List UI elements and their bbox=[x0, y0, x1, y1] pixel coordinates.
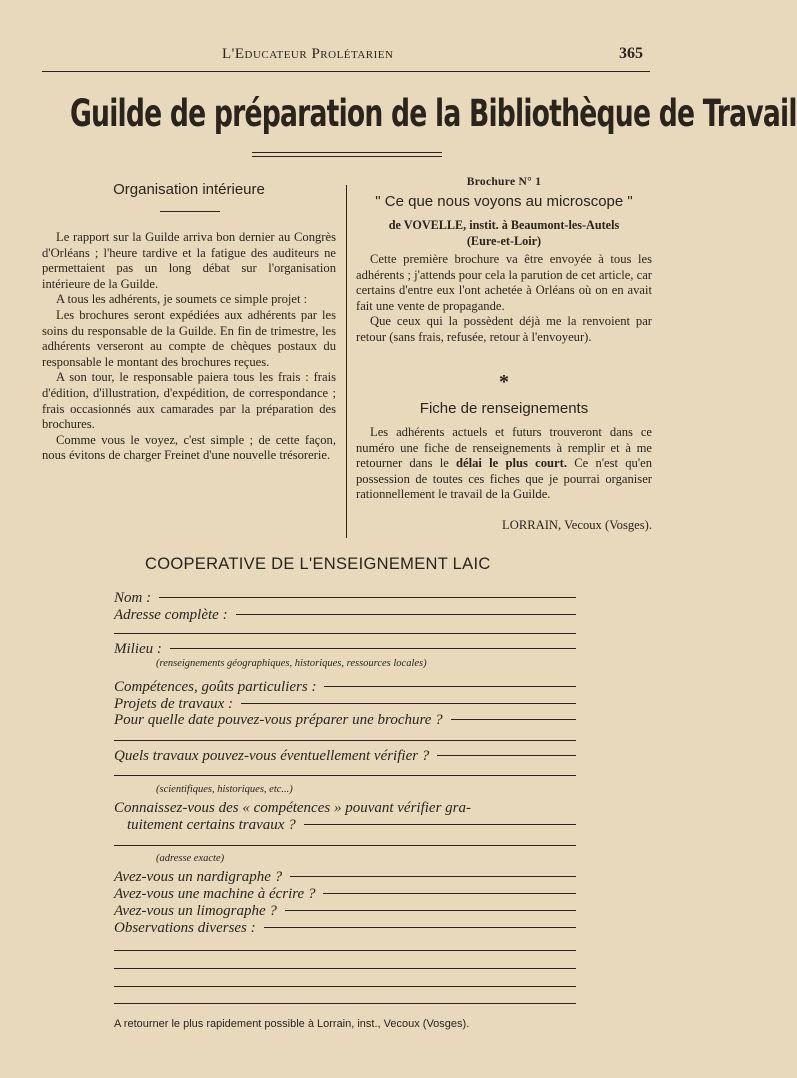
nom-label: Nom : bbox=[114, 590, 152, 606]
observations-field[interactable] bbox=[114, 920, 576, 937]
blank-line[interactable] bbox=[114, 845, 576, 846]
milieu-note: (renseignements géographiques, historiques, ressources locales) bbox=[156, 658, 427, 669]
left-column-text bbox=[42, 230, 336, 464]
blank-line[interactable] bbox=[114, 740, 576, 741]
nom-line[interactable] bbox=[159, 596, 576, 598]
date-brochure-field[interactable] bbox=[114, 712, 576, 729]
projets-field[interactable] bbox=[114, 696, 576, 713]
verifier-line[interactable] bbox=[437, 754, 576, 756]
author-line: de VOVELLE, instit. à Beaumont-les-Autels bbox=[388, 218, 620, 232]
section-separator: * bbox=[499, 371, 509, 393]
verifier-field[interactable] bbox=[114, 748, 576, 765]
blank-line[interactable] bbox=[114, 775, 576, 776]
limographe-field[interactable] bbox=[114, 903, 576, 920]
nom-field[interactable] bbox=[114, 590, 576, 607]
form-heading: COOPERATIVE DE L'ENSEIGNEMENT LAIC bbox=[145, 555, 491, 573]
title-underline-second bbox=[252, 156, 442, 157]
blank-line[interactable] bbox=[114, 986, 576, 987]
column-divider bbox=[346, 185, 347, 538]
verifier-label: Quels travaux pouvez-vous éventuellement vérifier ? bbox=[114, 748, 430, 764]
adresse-exacte-note: (adresse exacte) bbox=[156, 853, 225, 864]
competences-field[interactable] bbox=[114, 679, 576, 696]
author-location: (Eure-et-Loir) bbox=[466, 233, 542, 248]
adresse-line[interactable] bbox=[236, 613, 576, 615]
date-brochure-label: Pour quelle date pouvez-vous préparer une brochure ? bbox=[114, 712, 443, 728]
paragraph: Comme vous le voyez, c'est simple ; de cette façon, nous évitons de charger Freinet d'une nouvelle trésorerie. bbox=[42, 432, 336, 463]
paragraph: Les brochures seront expédiées aux adhérents par les soins du responsable de la Guilde. En fin de trimestre, les adhérents verseront au compte de chèques postaux du responsable le montant des brochures reçues. bbox=[42, 307, 336, 369]
emphasis-deadline: délai le plus court. bbox=[456, 456, 567, 471]
blank-line[interactable] bbox=[114, 633, 576, 634]
connaissez-field[interactable] bbox=[114, 800, 576, 817]
nardigraphe-field[interactable] bbox=[114, 869, 576, 886]
blank-line[interactable] bbox=[114, 1003, 576, 1004]
blank-line[interactable] bbox=[114, 950, 576, 951]
milieu-line[interactable] bbox=[170, 647, 576, 649]
connaissez-label: Connaissez-vous des « compétences » pouvant vérifier gra- bbox=[114, 800, 472, 816]
fiche-heading: Fiche de renseignements bbox=[419, 400, 589, 417]
paragraph: Cette première brochure va être envoyée à tous les adhérents ; j'attends pour cela la parution de cet article, car certains d'entre eux l'ont achetée à Orléans où on en avait fait une vente de propagande. bbox=[356, 252, 652, 313]
adresse-label: Adresse complète : bbox=[114, 607, 228, 623]
machine-line[interactable] bbox=[323, 892, 576, 894]
journal-header-title: L'Educateur Prolétarien bbox=[222, 46, 394, 62]
return-instructions: A retourner le plus rapidement possible à Lorrain, inst., Vecoux (Vosges). bbox=[114, 1018, 470, 1030]
page-number: 365 bbox=[619, 45, 643, 62]
projets-label: Projets de travaux : bbox=[114, 696, 233, 712]
left-column-heading: Organisation intérieure bbox=[113, 181, 265, 198]
header-rule bbox=[42, 71, 650, 72]
observations-label: Observations diverses : bbox=[114, 920, 256, 936]
observations-line[interactable] bbox=[264, 926, 576, 928]
milieu-field[interactable] bbox=[114, 641, 576, 658]
date-brochure-line[interactable] bbox=[451, 718, 576, 720]
blank-line[interactable] bbox=[114, 968, 576, 969]
adresse-field[interactable] bbox=[114, 607, 576, 624]
brochure-author bbox=[356, 218, 652, 249]
paragraph: Que ceux qui la possèdent déjà me la renvoient par retour (sans frais, refusée, retour à l'envoyeur). bbox=[356, 314, 652, 344]
connaissez-label-cont: tuitement certains travaux ? bbox=[127, 817, 296, 833]
limographe-line[interactable] bbox=[285, 909, 576, 911]
connaissez-field-cont[interactable] bbox=[127, 817, 576, 834]
brochure-text bbox=[356, 252, 652, 346]
brochure-title: " Ce que nous voyons au microscope " bbox=[375, 193, 633, 210]
paragraph: Les adhérents actuels et futurs trouveront dans ce numéro une fiche de renseignements à remplir et à me retourner dans le délai le plus court. Ce n'est qu'en possession de toutes ces fiches que je pourrai organiser rationnellement le travail de la Guilde. bbox=[356, 425, 652, 502]
paragraph: A son tour, le responsable paiera tous les frais : frais d'édition, d'illustration, d'expédition, de correspondance ; frais occasionnés aux camarades par la préparation des brochures. bbox=[42, 370, 336, 432]
connaissez-line[interactable] bbox=[304, 823, 576, 825]
machine-label: Avez-vous une machine à écrire ? bbox=[114, 886, 316, 902]
title-underline bbox=[252, 152, 442, 153]
competences-label: Compétences, goûts particuliers : bbox=[114, 679, 317, 695]
competences-line[interactable] bbox=[324, 685, 576, 687]
fiche-text bbox=[356, 425, 652, 503]
brochure-number: Brochure N° 1 bbox=[466, 176, 542, 188]
projets-line[interactable] bbox=[241, 702, 576, 704]
signature: LORRAIN, Vecoux (Vosges). bbox=[502, 518, 652, 532]
nardigraphe-line[interactable] bbox=[290, 875, 576, 877]
article-title: Guilde de préparation de la Bibliothèque de Travail bbox=[70, 92, 797, 135]
verifier-note: (scientifiques, historiques, etc...) bbox=[156, 784, 293, 795]
limographe-label: Avez-vous un limographe ? bbox=[114, 903, 277, 919]
paragraph: Le rapport sur la Guilde arriva bon dernier au Congrès d'Orléans ; l'heure tardive et la fatigue des auditeurs ne permettaient pas un long débat sur l'organisation intérieure de la Guilde. bbox=[42, 230, 336, 291]
left-heading-rule bbox=[160, 211, 220, 212]
milieu-label: Milieu : bbox=[114, 641, 162, 657]
paragraph: A tous les adhérents, je soumets ce simple projet : bbox=[56, 292, 308, 307]
nardigraphe-label: Avez-vous un nardigraphe ? bbox=[114, 869, 283, 885]
machine-field[interactable] bbox=[114, 886, 576, 903]
